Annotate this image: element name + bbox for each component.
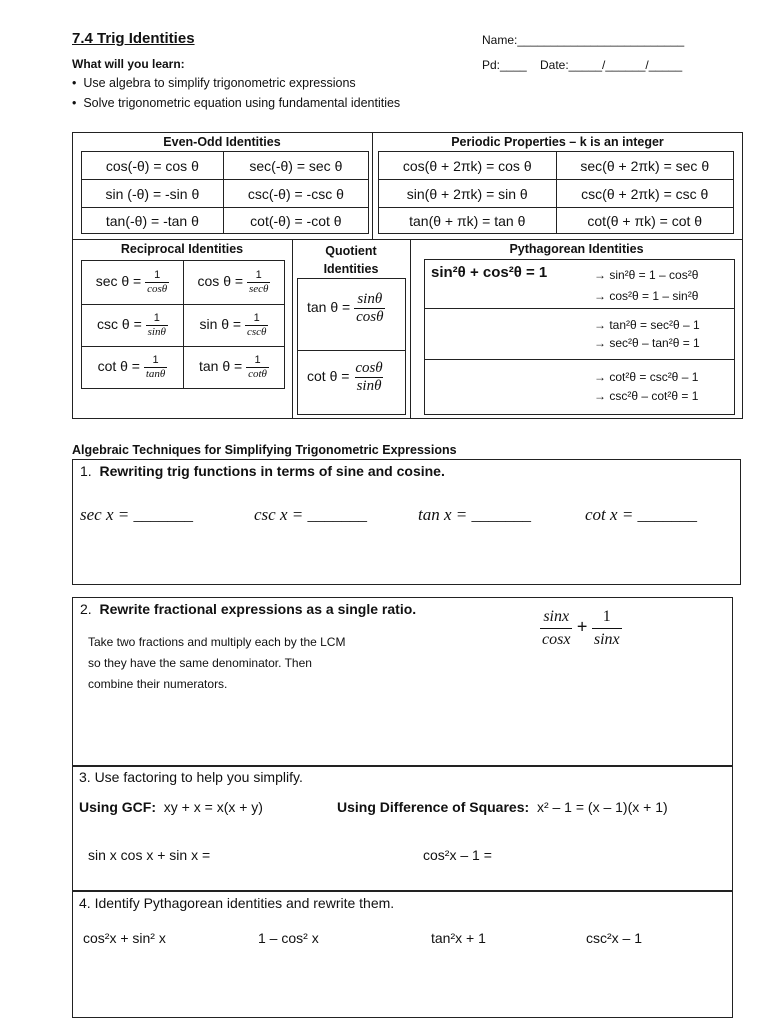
periodic-table (378, 151, 734, 234)
identity-line: → sec²θ – tan²θ = 1 (594, 336, 700, 350)
even-odd-title: Even-Odd Identities (163, 135, 281, 149)
pythagorean-problem: 1 – cos² x (258, 930, 319, 946)
techniques-heading: Algebraic Techniques for Simplifying Trigonometric Expressions (72, 443, 457, 457)
even-odd-table (81, 151, 369, 234)
factoring-problem: cos²x – 1 = (423, 847, 492, 863)
divider (297, 350, 406, 351)
identity-cell: sec θ = $\frac{1}{\cos\theta}$ (82, 261, 184, 305)
pythagorean-problem: csc²x – 1 (586, 930, 643, 946)
tan-quotient: tan θ = $\frac{\sin\theta}{\cos\theta}$ (307, 291, 384, 325)
identity-cell: cos(θ + 2πk) = cos θ (379, 152, 557, 180)
section-2-title: 2. Rewrite fractional expressions as a single ratio. (80, 601, 417, 617)
identity-cell: cos(-θ) = cos θ (82, 152, 224, 180)
identity-cell: tan θ = $\frac{1}{\cot\theta}$ (183, 347, 284, 389)
csc-blank[interactable]: csc x = _______ (254, 505, 367, 524)
learn-item: • Solve trigonometric equation using fundamental identities (72, 96, 401, 110)
identity-line: → cot²θ = csc²θ – 1 (594, 370, 699, 384)
pythagorean-title: Pythagorean Identities (509, 242, 644, 256)
reciprocal-table (81, 260, 285, 389)
page-title: 7.4 Trig Identities (72, 30, 195, 47)
periodic-title: Periodic Properties – k is an integer (451, 135, 664, 149)
identity-cell: sec(-θ) = sec θ (223, 152, 368, 180)
date-field[interactable]: Date:_____/______/_____ (540, 58, 683, 72)
identity-cell: cot(-θ) = -cot θ (223, 208, 368, 234)
section-2-instructions: Take two fractions and multiply each by the LCM so they have the same denominator. Then combine their numerators. (88, 635, 346, 691)
identity-cell: tan(-θ) = -tan θ (82, 208, 224, 234)
pythagorean-problem: cos²x + sin² x (83, 930, 166, 946)
section-3-title: 3. Use factoring to help you simplify. (79, 769, 303, 785)
identity-line: → tan²θ = sec²θ – 1 (594, 318, 700, 332)
identity-cell: sec(θ + 2πk) = sec θ (556, 152, 734, 180)
learn-item: • Use algebra to simplify trigonometric expressions (72, 76, 356, 90)
pythagorean-main: sin²θ + cos²θ = 1 (431, 264, 548, 281)
pythagorean-problem: tan²x + 1 (431, 930, 486, 946)
quotient-title: Quotient Identities (323, 244, 379, 276)
identity-cell: sin (-θ) = -sin θ (82, 180, 224, 208)
identity-cell: cos θ = $\frac{1}{\sec\theta}$ (183, 261, 284, 305)
identity-cell: sin θ = $\frac{1}{\csc\theta}$ (183, 305, 284, 347)
identity-line: → sin²θ = 1 – cos²θ (594, 268, 699, 282)
identity-cell: csc(-θ) = -csc θ (223, 180, 368, 208)
name-field[interactable]: Name:_________________________ (482, 33, 685, 47)
learn-heading: What will you learn: (72, 57, 185, 71)
cot-quotient: cot θ = $\frac{\cos\theta}{\sin\theta}$ (307, 360, 383, 394)
divider (424, 308, 735, 309)
identity-line: → csc²θ – cot²θ = 1 (594, 389, 699, 403)
factoring-problem: sin x cos x + sin x = (88, 847, 211, 863)
divider (424, 359, 735, 360)
identity-cell: csc(θ + 2πk) = csc θ (556, 180, 734, 208)
identity-line: → cos²θ = 1 – sin²θ (594, 289, 699, 303)
identity-cell: cot θ = $\frac{1}{\tan\theta}$ (82, 347, 184, 389)
divider (72, 239, 743, 240)
identity-cell: csc θ = $\frac{1}{\sin\theta}$ (82, 305, 184, 347)
cot-blank[interactable]: cot x = _______ (585, 505, 698, 524)
sec-blank[interactable]: sec x = _______ (80, 505, 193, 524)
identity-cell: sin(θ + 2πk) = sin θ (379, 180, 557, 208)
period-field[interactable]: Pd:____ (482, 58, 527, 72)
divider (410, 239, 411, 419)
section-4-title: 4. Identify Pythagorean identities and rewrite them. (79, 895, 395, 911)
gcf-example: Using GCF: xy + x = x(x + y) (79, 799, 263, 815)
difference-of-squares-example: Using Difference of Squares: x² – 1 = (x – 1)(x + 1) (337, 799, 668, 815)
identity-cell: tan(θ + πk) = tan θ (379, 208, 557, 234)
identity-cell: cot(θ + πk) = cot θ (556, 208, 734, 234)
reciprocal-title: Reciprocal Identities (120, 242, 244, 256)
section-1-title: 1. Rewriting trig functions in terms of sine and cosine. (80, 463, 445, 479)
tan-blank[interactable]: tan x = _______ (418, 505, 531, 524)
fraction-expression: $\frac{\sin x}{\cos x}$ + $\frac{1}{\sin x}$ (542, 608, 620, 648)
